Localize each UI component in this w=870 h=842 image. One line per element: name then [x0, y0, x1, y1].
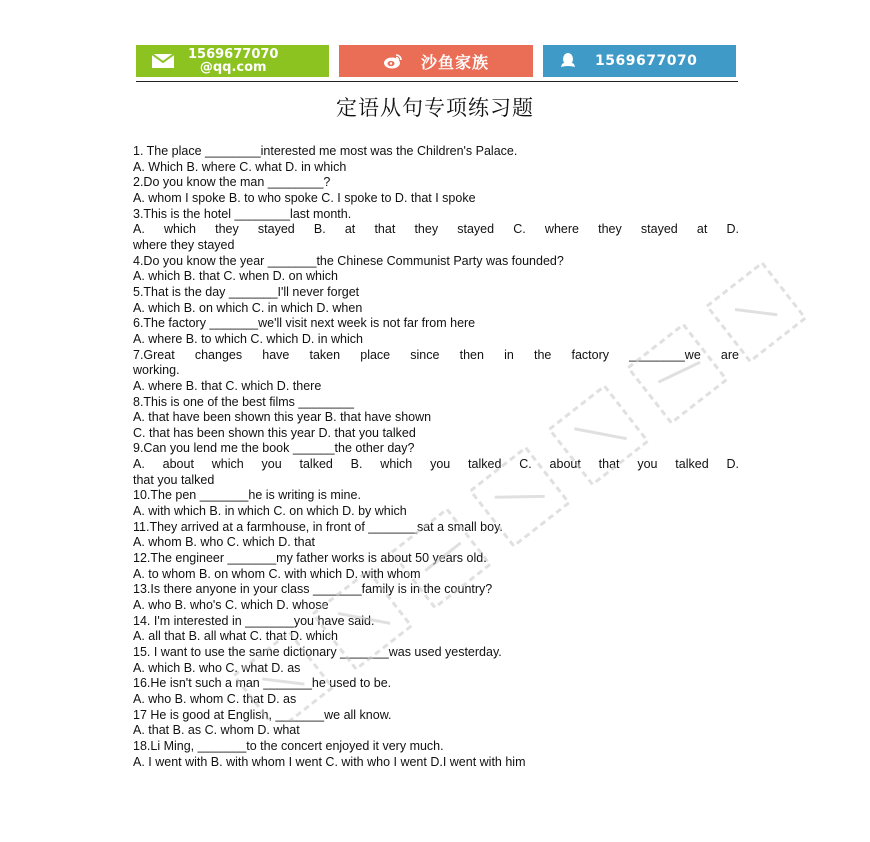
weibo-badge — [339, 45, 533, 77]
options-line: A. which B. on which C. in which D. when — [133, 300, 363, 315]
email-address — [188, 48, 278, 74]
weibo-icon — [383, 53, 403, 69]
question-line: 10.The pen _______he is writing is mine. — [133, 488, 361, 503]
options-line: A. where B. to which C. which D. in which — [133, 331, 363, 346]
email-line2: @qq.com — [199, 60, 267, 75]
question-line: 4.Do you know the year _______the Chinese Communist Party was founded? — [133, 253, 564, 268]
qq-number: 1569677070 — [595, 53, 698, 69]
options-line: A. Which B. where C. what D. in which — [133, 159, 347, 174]
question-line: 2.Do you know the man ________? — [133, 175, 331, 190]
options-line: A. who B. whom C. that D. as — [133, 691, 297, 706]
options-line: A. about which you talked B. which you talked C. about that you talked D. — [133, 457, 739, 472]
options-line: A. I went with B. with whom I went C. with who I went D.I went with him — [133, 754, 526, 769]
question-line: 8.This is one of the best films ________ — [133, 394, 354, 409]
question-line: 12.The engineer _______my father works is about 50 years old. — [133, 551, 487, 566]
options-line: A. who B. who's C. which D. whose — [133, 598, 329, 613]
question-line: 6.The factory _______we'll visit next week is not far from here — [133, 316, 476, 331]
weibo-label: 沙鱼家族 — [420, 52, 489, 72]
question-line: 11.They arrived at a farmhouse, in front of _______sat a small boy. — [133, 519, 503, 534]
options-line: A. with which B. in which C. on which D. by which — [133, 504, 407, 519]
banner-divider — [136, 81, 738, 82]
question-line: 5.That is the day _______I'll never forget — [133, 284, 360, 299]
options-line: C. that has been shown this year D. that you talked — [133, 425, 416, 440]
options-line: A. where B. that C. which D. there — [133, 378, 322, 393]
options-line: A. which they stayed B. at that they stayed C. where they stayed at D. — [133, 222, 739, 237]
options-line: A. which B. that C. when D. on which — [133, 269, 338, 284]
email-line1: 1569677070 — [188, 47, 279, 62]
email-badge — [136, 45, 329, 77]
question-line: 13.Is there anyone in your class _______family is in the country? — [133, 582, 493, 597]
options-line: A. whom I spoke B. to who spoke C. I spoke to D. that I spoke — [133, 190, 476, 205]
question-line: 16.He isn't such a man _______he used to be. — [133, 676, 392, 691]
question-line: 3.This is the hotel ________last month. — [133, 206, 352, 221]
options-line: A. that B. as C. whom D. what — [133, 723, 300, 738]
question-line: 1. The place ________interested me most was the Children's Palace. — [133, 144, 518, 158]
question-line: 15. I want to use the same dictionary _______was used yesterday. — [133, 645, 502, 659]
options-line: A. which B. who C. what D. as — [133, 660, 301, 675]
qq-badge — [543, 45, 736, 77]
options-line: A. that have been shown this year B. that have shown — [133, 410, 432, 425]
question-line: 17 He is good at English, _______we all know. — [133, 707, 392, 722]
question-line: 14. I'm interested in _______you have said. — [133, 613, 375, 628]
options-line: A. to whom B. on whom C. with which D. with whom — [133, 566, 421, 581]
options-line: A. all that B. all what C. that D. which — [133, 629, 338, 644]
options-line-continued: that you talked — [133, 472, 215, 487]
question-line: 18.Li Ming, _______to the concert enjoyed it very much. — [133, 738, 444, 753]
exercise-list — [133, 144, 739, 770]
question-line: 9.Can you lend me the book ______the other day? — [133, 441, 415, 456]
page-title: 定语从句专项练习题 — [336, 96, 534, 120]
qq-penguin-icon — [559, 52, 577, 70]
contact-banner — [136, 45, 736, 77]
options-line-continued: where they stayed — [133, 237, 235, 252]
question-line: 7.Great changes have taken place since then in the factory ________we are — [133, 347, 739, 362]
options-line: A. whom B. who C. which D. that — [133, 535, 316, 550]
envelope-icon — [152, 54, 174, 68]
question-line-continued: working. — [133, 363, 180, 378]
